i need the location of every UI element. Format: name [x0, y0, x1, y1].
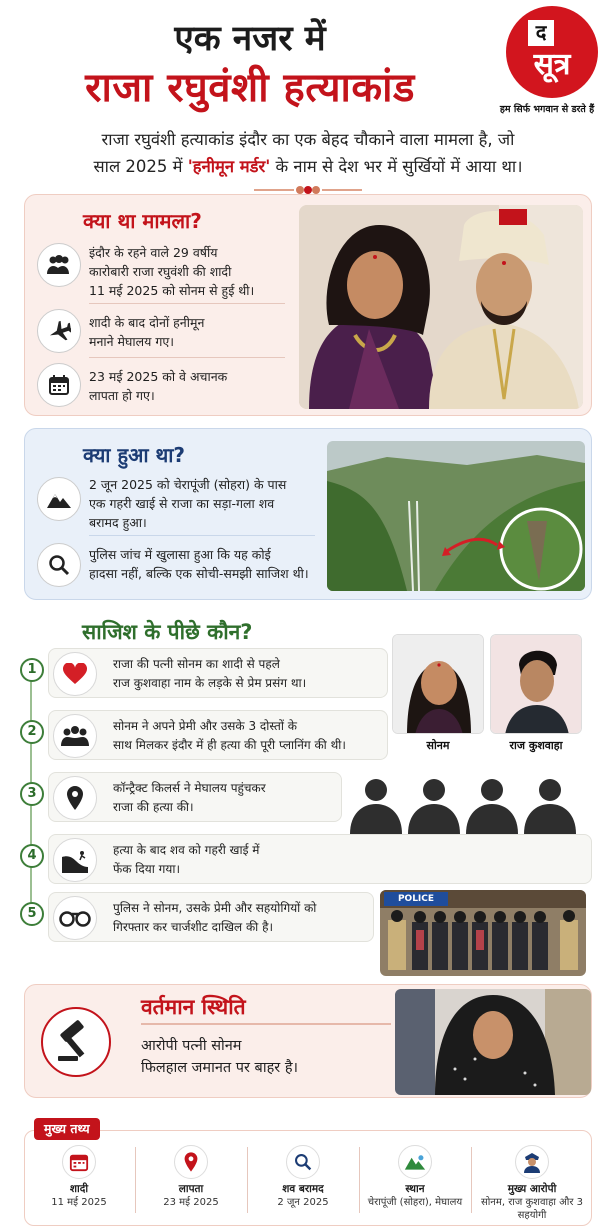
- status-title: वर्तमान स्थिति: [141, 995, 246, 1019]
- sonam-portrait: [392, 634, 484, 734]
- search-icon: [37, 543, 81, 587]
- incident-title: क्या हुआ था?: [83, 443, 186, 467]
- case-item-3: 23 मई 2025 को वे अचानक लापता हो गए।: [89, 369, 228, 403]
- key-facts-panel: [24, 1130, 592, 1226]
- case-item-2: शादी के बाद दोनों हनीमून मनाने मेघालय गए।: [89, 315, 205, 349]
- airplane-icon: [37, 309, 81, 353]
- ornament-divider: [254, 186, 362, 194]
- police-sign: POLICE: [397, 894, 435, 904]
- logo-text: सूत्र: [533, 47, 571, 82]
- police-icon: [515, 1145, 549, 1179]
- couple-photo: [299, 205, 583, 409]
- fact-location: स्थान चेरापूंजी (सोहरा), मेघालय: [361, 1145, 469, 1209]
- intro-text-2: साल 2025 में: [93, 157, 188, 176]
- step-number: 1: [20, 658, 44, 682]
- conspiracy-step-4: हत्या के बाद शव को गहरी खाई में फेंक दिया गया।: [48, 834, 592, 884]
- incident-item-1: 2 जून 2025 को चेरापूंजी (सोहरा) के पास एक गहरी खाई से राजा का सड़ा-गला शव बरामद हुआ।: [89, 477, 287, 530]
- conspiracy-step-2: सोनम ने अपने प्रेमी और उसके 3 दोस्तों के साथ मिलकर इंदौर में ही हत्या की पूरी प्लानिंग की थी।: [48, 710, 388, 760]
- intro-highlight: 'हनीमून मर्डर': [187, 157, 271, 176]
- location-pin-icon: [53, 776, 97, 820]
- calendar-icon: [62, 1145, 96, 1179]
- heart-icon: [53, 652, 97, 696]
- conspiracy-step-3: कॉन्ट्रैक्ट किलर्स ने मेघालय पहुंचकर राजा की हत्या की।: [48, 772, 342, 822]
- fact-accused: मुख्य आरोपी सोनम, राज कुशवाहा और 3 सहयोगी: [475, 1145, 589, 1222]
- search-icon: [286, 1145, 320, 1179]
- intro-text-1: राजा रघुवंशी हत्याकांड इंदौर का एक बेहद चौकाने वाला मामला है, जो: [101, 130, 515, 149]
- sonam-court-photo: [395, 989, 591, 1095]
- police-arrest-photo: [380, 890, 586, 976]
- intro-text-3: के नाम से देश भर में सुर्खियों में आया था।: [270, 157, 523, 176]
- sonam-caption: सोनम: [426, 739, 450, 752]
- raj-kushwaha-caption: राज कुशवाहा: [509, 739, 563, 752]
- fact-missing: लापता 23 मई 2025: [137, 1145, 245, 1209]
- location-pin-icon: [174, 1145, 208, 1179]
- status-text: आरोपी पत्नी सोनम फिलहाल जमानत पर बाहर है।: [141, 1038, 299, 1076]
- page-title: राजा रघुवंशी हत्याकांड: [85, 65, 415, 111]
- contract-killers-silhouettes: [346, 770, 586, 834]
- conspiracy-step-5: पुलिस ने सोनम, उसके प्रेमी और सहयोगियों को गिरफ्तार कर चार्जशीट दाखिल की है।: [48, 892, 374, 942]
- brand-tagline: हम सिर्फ भगवान से डरते हैं: [499, 104, 595, 115]
- case-card: [24, 194, 592, 416]
- fact-body-found: शव बरामद 2 जून 2025: [249, 1145, 357, 1209]
- page-title-line1: एक नजर में: [174, 19, 326, 59]
- incident-card: [24, 428, 592, 600]
- group-icon: [53, 714, 97, 758]
- brand-logo: [506, 6, 598, 98]
- step-number: 2: [20, 720, 44, 744]
- conspiracy-step-1: राजा की पत्नी सोनम का शादी से पहले राज कुशवाहा नाम के लड़के से प्रेम प्रसंग था।: [48, 648, 388, 698]
- handcuffs-icon: [53, 896, 97, 940]
- incident-item-2: पुलिस जांच में खुलासा हुआ कि यह कोई हादसा नहीं, बल्कि एक सोची-समझी साजिश थी।: [89, 547, 309, 581]
- people-icon: [37, 243, 81, 287]
- cliff-icon: [53, 838, 97, 882]
- calendar-icon: [37, 363, 81, 407]
- intro-paragraph: [20, 126, 596, 180]
- gavel-icon: [41, 1007, 111, 1077]
- conspiracy-title: साजिश के पीछे कौन?: [82, 620, 253, 644]
- logo-letter: द: [528, 20, 554, 46]
- fact-wedding: शादी 11 मई 2025: [25, 1145, 133, 1209]
- raj-kushwaha-portrait: [490, 634, 582, 734]
- current-status-card: [24, 984, 592, 1098]
- mountain-icon: [398, 1145, 432, 1179]
- step-number: 3: [20, 782, 44, 806]
- mountain-icon: [37, 477, 81, 521]
- cherrapunji-gorge-photo: [327, 441, 585, 591]
- case-title: क्या था मामला?: [83, 209, 202, 233]
- step-number: 4: [20, 844, 44, 868]
- step-number: 5: [20, 902, 44, 926]
- case-item-1: इंदौर के रहने वाले 29 वर्षीय कारोबारी राजा रघुवंशी की शादी 11 मई 2025 को सोनम से हुई थी।: [89, 245, 255, 298]
- key-facts-label: मुख्य तथ्य: [34, 1118, 100, 1140]
